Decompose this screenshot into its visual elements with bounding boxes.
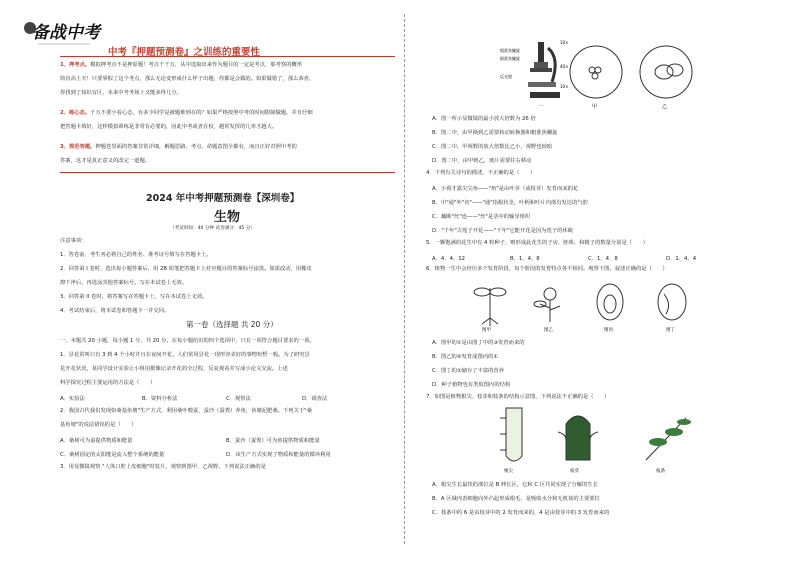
q2-option-a: A．桑树可为蚕提供物质和能量 — [60, 438, 133, 444]
q2-option-c: C．桑树固定的太阳能是流入整个系统的能量 — [60, 452, 165, 458]
promo-p1-line2: 简直高上天！只要掌握了这个考点，那么无论变形成什么样子出题，你都是会做的。如果做错了，那么恭喜， — [60, 76, 315, 82]
plant-growth-figure — [460, 278, 720, 332]
q5-option-a: A．4、4、12 — [432, 256, 465, 262]
label-yi: 乙 — [662, 104, 668, 110]
label-mag2: 40× — [560, 64, 569, 69]
view-yi — [640, 46, 692, 98]
q4-option-c: C．藕断"丝"连——"丝"是茎中的输导组织 — [432, 214, 531, 220]
q4-option-d: D．"千年"古莲子开花——"千年"它能开花是因为莲子的休眠 — [432, 228, 573, 234]
column-divider — [404, 14, 405, 544]
q2-option-b: B．蚕沙（蚕粪）可为鱼提供物质和能量 — [226, 438, 320, 444]
q6-option-a: A．图甲的①是由图丁中的③发育而来的 — [432, 340, 525, 346]
q5-stem: 5．一颗饱满的花生中有 4 粒种子，则形成此花生的子房、胚珠、和精子的数量分别是（ ） — [426, 240, 648, 246]
seedling-icon — [474, 288, 506, 326]
promo-p1-line1: 1、押考点。模拟押考点不是押原题！考点千千万，从中选取出来作为题目的一定是考点，那考察的概率 — [60, 62, 303, 68]
q3-option-a: A．图一所示显微镜的最小放大倍数为 26 倍 — [432, 116, 536, 122]
root-tip-icon — [500, 408, 522, 461]
label-fig-jia: 图甲 — [482, 328, 491, 332]
label-fig-ding: 图丁 — [666, 328, 675, 332]
q5-option-d: D．1、4、4 — [666, 256, 697, 262]
q4-stem: 4．下列有关诗句的描述，不正确的是（ ） — [426, 170, 536, 176]
promo-p2-line1: 2、练心态。千万不要小看心态，有多少同学是被题难到在的？如果严格按照中考的时间限制做题，并且仔细 — [60, 110, 313, 116]
q6-option-d: D．种子植物也有类似图丙的结构 — [432, 382, 511, 388]
fruit-icon — [597, 284, 623, 320]
microscope-icon — [528, 42, 560, 98]
q5-option-c: C．1、4、8 — [588, 256, 618, 262]
logo-text: 备战中考 — [32, 23, 100, 43]
note-2-cont: 擦干净后，再选涂其他答案标号。写在本试卷上无效。 — [60, 280, 188, 286]
label-coarse: 粗准焦螺旋 — [500, 48, 520, 53]
section-rule — [60, 172, 395, 173]
exam-subject: 生物 — [214, 210, 241, 225]
brand-logo — [20, 14, 140, 48]
q3-option-c: C．图二中，甲视野的放大倍数比乙小，视野也较暗 — [432, 144, 553, 150]
label-bud: 枝芽 — [570, 469, 579, 474]
q7-stem: 7．如图是植物根尖、枝芽和枝条的结构示意图，下列说法不正确的是（ ） — [426, 394, 610, 400]
label-jia: 甲 — [592, 104, 598, 110]
promo-p3-line1: 3、规范答题。押题卷里面的答案非常详细，解题思路、考点、命题意图全都有，而且正好对照中考的 — [60, 144, 297, 150]
q3-option-d: D．图二中，由甲到乙，玻片需要往右移动 — [432, 158, 532, 164]
q2-line2: 基鱼塘"的说法错误的是（ ） — [60, 422, 137, 428]
q6-option-b: B．图乙的⑥发育成图丙的① — [432, 354, 499, 360]
microscope-views-figure — [566, 40, 746, 112]
label-fig-yi: 图乙 — [544, 328, 553, 332]
label-mag1: 10× — [560, 40, 569, 45]
q1-option-d: D．调查法 — [302, 396, 328, 402]
note-2: 2．回答第 I 卷时，选出每小题答案后，用 2B 铅笔把答题卡上对应题目的答案标号涂黑。如需改动，用橡皮 — [60, 266, 312, 272]
brand-logo-image — [20, 14, 140, 48]
label-fig-bing: 图丙 — [604, 328, 613, 332]
q1-line1: 1．昙花常叫只有 3 到 4 个小时并且在夜间开花，人们常用昙花一现形容美好的事物短暂一般。为了研究昙 — [60, 352, 310, 358]
notes-heading: 注意事项： — [60, 238, 87, 244]
label-root-tip: 根尖 — [504, 469, 513, 474]
section-heading: 第一卷（选择题 共 20 分） — [186, 320, 278, 329]
promo-p1-line3: 你找到了知识盲区，未来中考考场上又能多得几分。 — [60, 90, 182, 96]
q7-option-b: B．A 区域内表细胞向外凸起形成根毛，是吸收水分和无机盐的主要部位 — [432, 496, 600, 502]
exam-meta: （考试时间：40 分钟 试卷满分：45 分） — [170, 226, 255, 231]
label-fine: 细准焦螺旋 — [500, 56, 520, 61]
promo-p2-line2: 把答题卡填好，这样模拟训练是非常有必要的，因此中考或者在校，越常发挥的几率才越大。 — [60, 124, 278, 130]
promo-p3-line2: 答案，这才是真正意义的改完一道题。 — [60, 158, 151, 164]
note-4: 4．考试结束后，将本试卷和答题卡一并交回。 — [60, 308, 170, 314]
q7-option-c: C．枝条中的 6 是由枝芽中的 2 发育而来的，4 是由枝芽中的 3 发育而来的 — [432, 510, 610, 516]
branch-icon — [646, 418, 691, 460]
root-bud-branch-figure — [486, 404, 716, 474]
q4-option-b: B．中"通"外"直"——"通"指根状茎，叶柄和叶片内部有发达的气腔 — [432, 200, 588, 206]
seed-icon — [658, 284, 686, 320]
label-mirror: 反光镜 — [500, 74, 512, 79]
q1-option-a: A．实验法 — [60, 396, 85, 402]
q1-line3: 科学探究过程主要运用的方法是（ ） — [60, 380, 156, 386]
label-mag3: 10× — [560, 84, 569, 89]
promo-title: 中考『押题预测卷』之训练的重要性 — [108, 47, 261, 58]
title-rule — [60, 56, 395, 57]
q3-option-b: B．图二中，由甲换到乙需要转动转换器和粗准焦螺旋 — [432, 130, 558, 136]
flower-icon — [534, 288, 560, 322]
section-intro: 一、本题共 20 小题，每小题 1 分，共 20 分。在每小题给出的四个选项中，只有一项符合题目要求的一项。 — [60, 338, 315, 344]
q1-option-b: B．资料分析法 — [142, 396, 178, 402]
label-branch: 枝条 — [656, 469, 665, 474]
q2-option-d: D．该生产方式实现了物质和能量的循环利用 — [226, 452, 331, 458]
q2-line1: 2．我国古代我们发现如桑基鱼塘"生产方式，利用桑叶喂蚕，蚕沙（蚕粪）养鱼，鱼塘泥肥桑。下列关于"桑 — [60, 408, 312, 414]
bud-icon — [558, 416, 598, 460]
q1-line2: 花开花状况，某同学设计实验让小组用摄像记录开花的全过程，反复观看并写成小论文交流。上述 — [60, 366, 288, 372]
note-1: 1．答卷前，考生务必将自己的姓名、准考证号填写在答题卡上。 — [60, 252, 212, 258]
q6-stem: 6．植物一生中会经历多个发育阶段，每个阶段的发育特点各不相同。观察下图，叙述正确的是（ ） — [426, 266, 668, 272]
q3-stem: 3．用显微镜观察 "人体口腔上皮细胞"时装片，观察到图甲、乙视野。下列说法正确的是 — [60, 464, 266, 470]
q5-option-b: B．1、4、8 — [510, 256, 540, 262]
q4-option-a: A．小荷才露尖尖角——"角"是由叶芽（或枝芽）发育而来的花 — [432, 186, 579, 192]
note-3: 3．回答第 II 卷时，将答案写在答题卡上，写在本试卷上无效。 — [60, 294, 208, 300]
q7-option-a: A．根尖生长最快的部位是 B 伸长区，它和 C 区共同实现了分解的生长 — [432, 482, 599, 488]
exam-title: 2024 年中考押题预测卷【深圳卷】 — [146, 193, 300, 204]
label-one: 一 — [538, 104, 544, 110]
q1-option-c: C．观察法 — [226, 396, 251, 402]
q6-option-c: C．图丁的②储存了丰富的营养 — [432, 368, 505, 374]
